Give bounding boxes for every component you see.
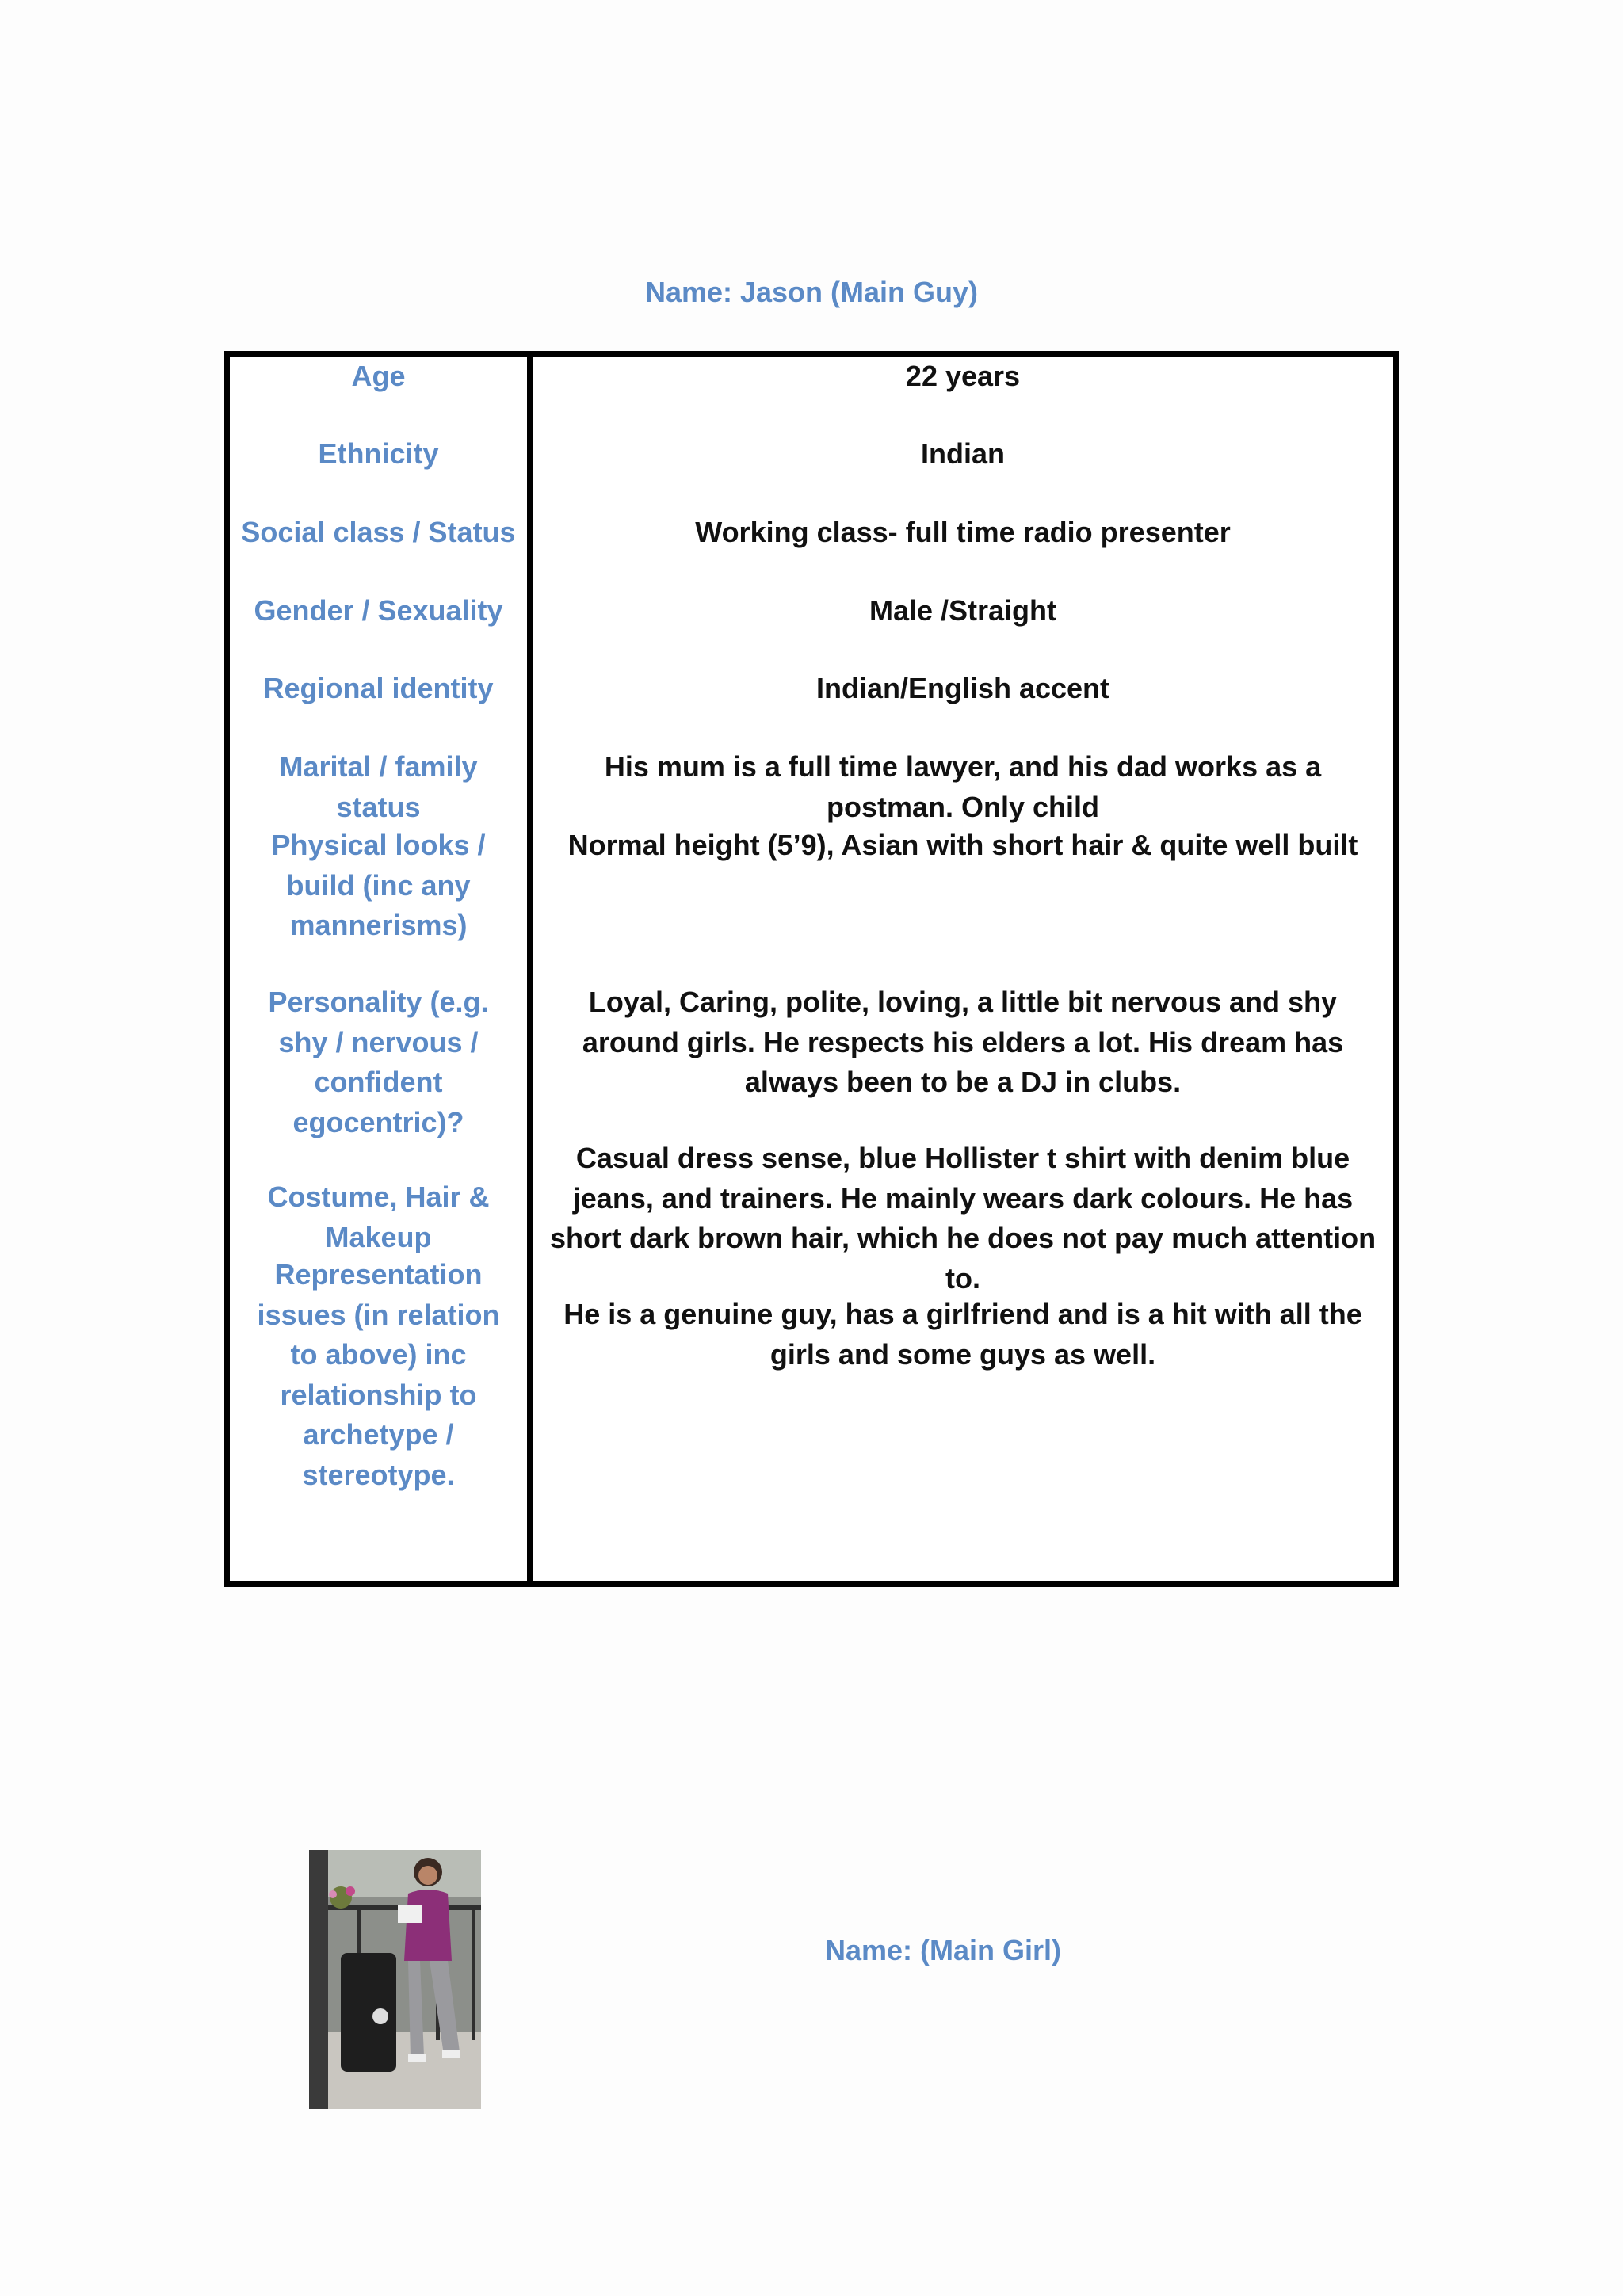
value-age: 22 years bbox=[905, 360, 1021, 392]
label-regional-identity: Regional identity bbox=[263, 672, 494, 704]
label-ethnicity: Ethnicity bbox=[318, 437, 439, 470]
label-personality: Personality (e.g. shy / nervous / confident egocentric)? bbox=[268, 986, 489, 1138]
value-ethnicity: Indian bbox=[921, 437, 1005, 470]
label-social-class: Social class / Status bbox=[241, 516, 516, 548]
value-personality: Loyal, Caring, polite, loving, a little bit nervous and shy around girls. He respects his elders a lot. His dream has always been to be a DJ in clubs. bbox=[582, 986, 1344, 1098]
label-costume: Costume, Hair & Makeup bbox=[267, 1180, 490, 1253]
value-regional-identity: Indian/English accent bbox=[815, 672, 1110, 704]
label-physical-looks: Physical looks / build (inc any mannerisms) bbox=[271, 829, 486, 941]
value-costume: Casual dress sense, blue Hollister t shirt with denim blue jeans, and trainers. He mainly wears dark colours. He has short dark brown hair, which he does not pay much attention to. bbox=[549, 1142, 1377, 1295]
main-girl-name-heading: Name: (Main Girl) bbox=[824, 1934, 1062, 1966]
column-divider bbox=[527, 357, 533, 1581]
label-column bbox=[230, 357, 527, 1581]
character-name-heading: Name: Jason (Main Guy) bbox=[644, 276, 979, 308]
value-social-class: Working class- full time radio presenter bbox=[695, 516, 1231, 548]
value-gender-sexuality: Male /Straight bbox=[869, 594, 1057, 627]
label-age: Age bbox=[351, 360, 406, 392]
label-representation: Representation issues (in relation to above) inc relationship to archetype / stereotype. bbox=[257, 1258, 500, 1491]
value-representation: He is a genuine guy, has a girlfriend and is a hit with all the girls and some guys as well. bbox=[563, 1298, 1362, 1371]
label-marital-family: Marital / family status bbox=[279, 750, 478, 823]
main-girl-photo bbox=[309, 1850, 481, 2109]
label-gender-sexuality: Gender / Sexuality bbox=[254, 594, 503, 627]
value-marital-family: His mum is a full time lawyer, and his dad works as a postman. Only child bbox=[604, 750, 1322, 823]
character-profile-table bbox=[224, 351, 1399, 1587]
value-physical-looks: Normal height (5’9), Asian with short hair & quite well built bbox=[567, 829, 1358, 861]
value-column bbox=[533, 357, 1393, 1581]
